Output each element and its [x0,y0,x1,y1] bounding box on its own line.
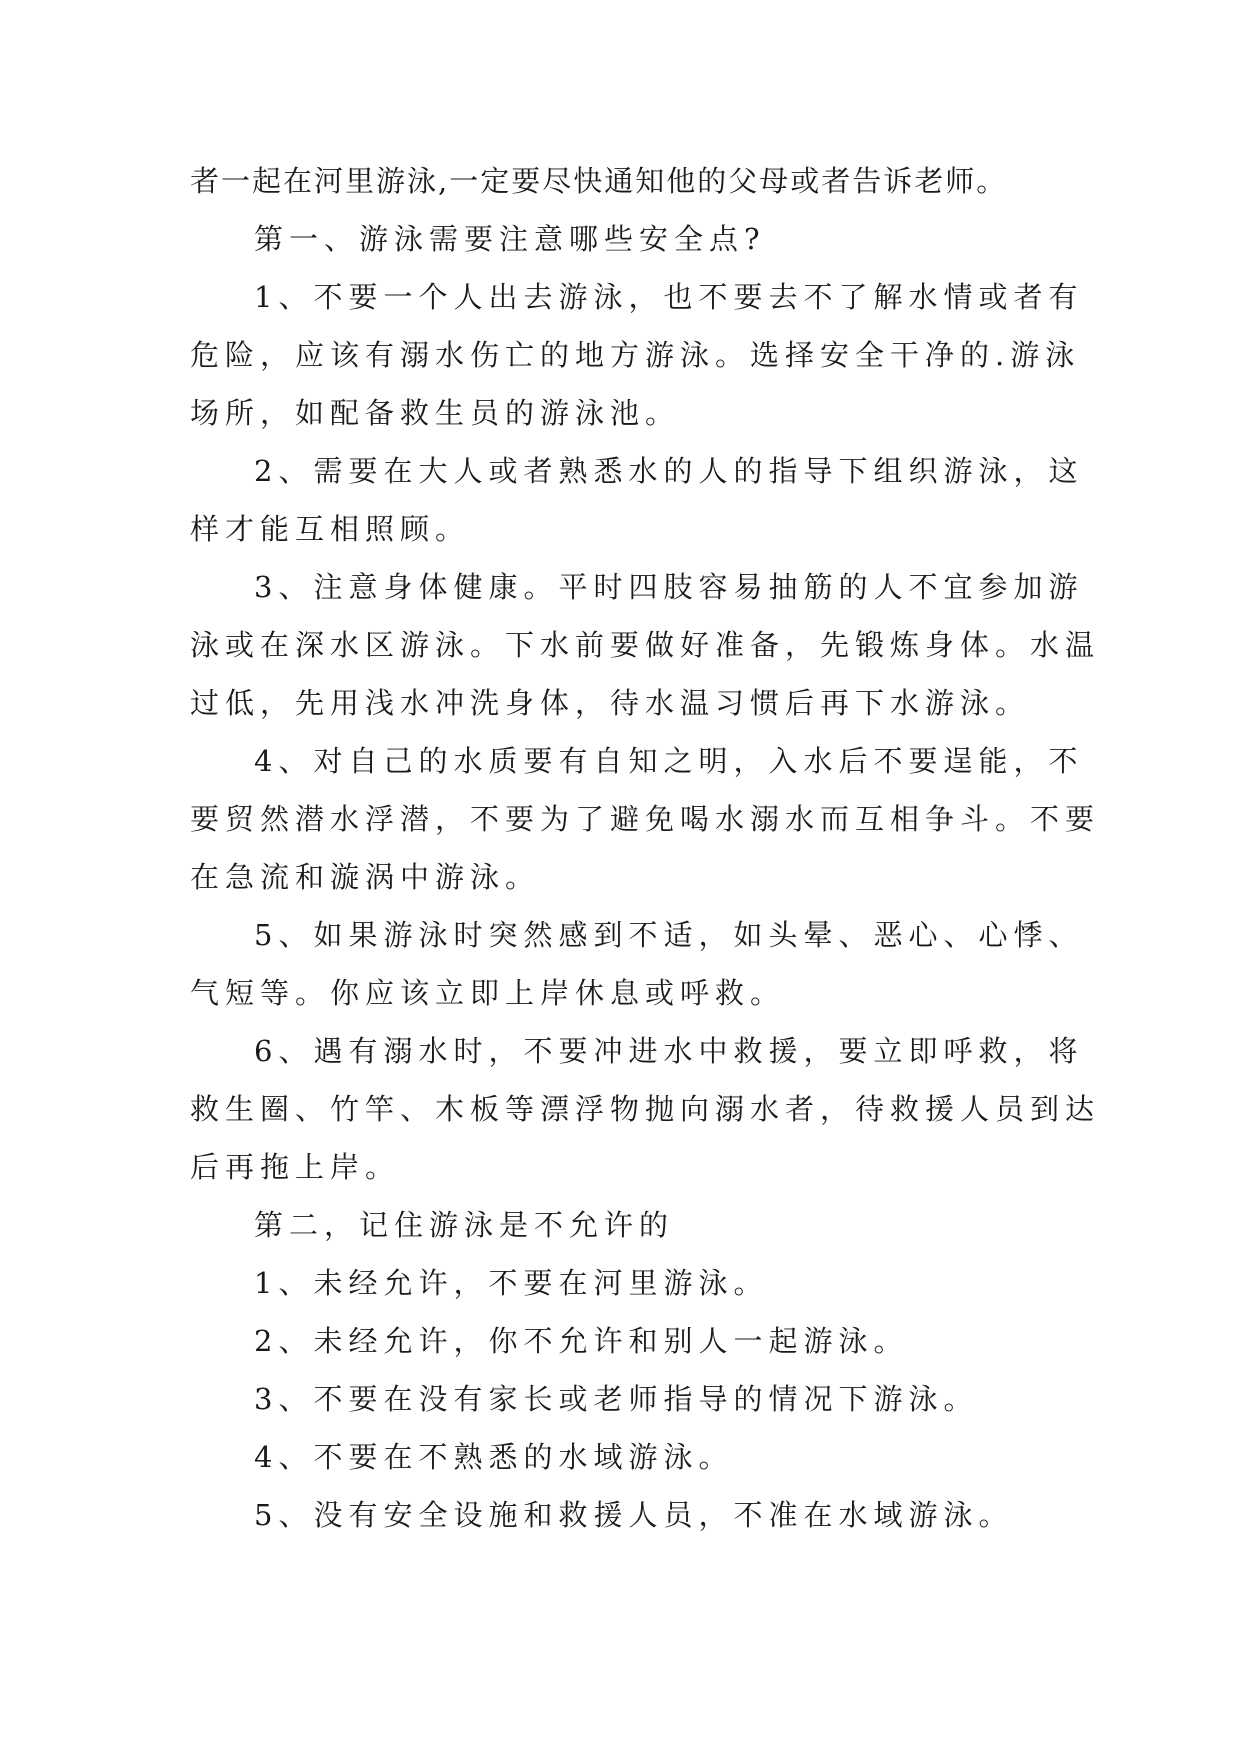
list-item: 5、没有安全设施和救援人员，不准在水域游泳。 [254,1498,1014,1532]
document-body [190,152,1101,1544]
paragraph-line: 者一起在河里游泳,一定要尽快通知他的父母或者告诉老师。 [190,164,1008,198]
paragraph-line: 过低，先用浅水冲洗身体，待水温习惯后再下水游泳。 [190,686,1031,720]
paragraph-line: 泳或在深水区游泳。下水前要做好准备，先锻炼身体。水温 [190,628,1101,662]
paragraph-line: 要贸然潜水浮潜，不要为了避免喝水溺水而互相争斗。不要 [190,802,1101,836]
paragraph-line: 3、注意身体健康。平时四肢容易抽筋的人不宜参加游 [254,570,1084,604]
section-heading: 第二，记住游泳是不允许的 [254,1208,675,1242]
paragraph-line: 5、如果游泳时突然感到不适，如头晕、恶心、心悸、 [254,918,1084,952]
section-heading: 第一、游泳需要注意哪些安全点? [254,222,766,256]
list-item: 2、未经允许，你不允许和别人一起游泳。 [254,1324,909,1358]
paragraph-line: 后再拖上岸。 [190,1150,401,1184]
paragraph-line: 6、遇有溺水时，不要冲进水中救援，要立即呼救，将 [254,1034,1084,1068]
paragraph-line: 危险，应该有溺水伤亡的地方游泳。选择安全干净的.游泳 [190,338,1081,372]
paragraph-line: 4、对自己的水质要有自知之明，入水后不要逞能，不 [254,744,1084,778]
list-item: 3、不要在没有家长或老师指导的情况下游泳。 [254,1382,979,1416]
paragraph-line: 救生圈、竹竿、木板等漂浮物抛向溺水者，待救援人员到达 [190,1092,1101,1126]
paragraph-line: 在急流和漩涡中游泳。 [190,860,541,894]
list-item: 4、不要在不熟悉的水域游泳。 [254,1440,734,1474]
paragraph-line: 场所，如配备救生员的游泳池。 [190,396,681,430]
paragraph-line: 2、需要在大人或者熟悉水的人的指导下组织游泳，这 [254,454,1084,488]
list-item: 1、未经允许，不要在河里游泳。 [254,1266,769,1300]
paragraph-line: 气短等。你应该立即上岸休息或呼救。 [190,976,786,1010]
paragraph-line: 样才能互相照顾。 [190,512,471,546]
paragraph-line: 1、不要一个人出去游泳，也不要去不了解水情或者有 [254,280,1084,314]
